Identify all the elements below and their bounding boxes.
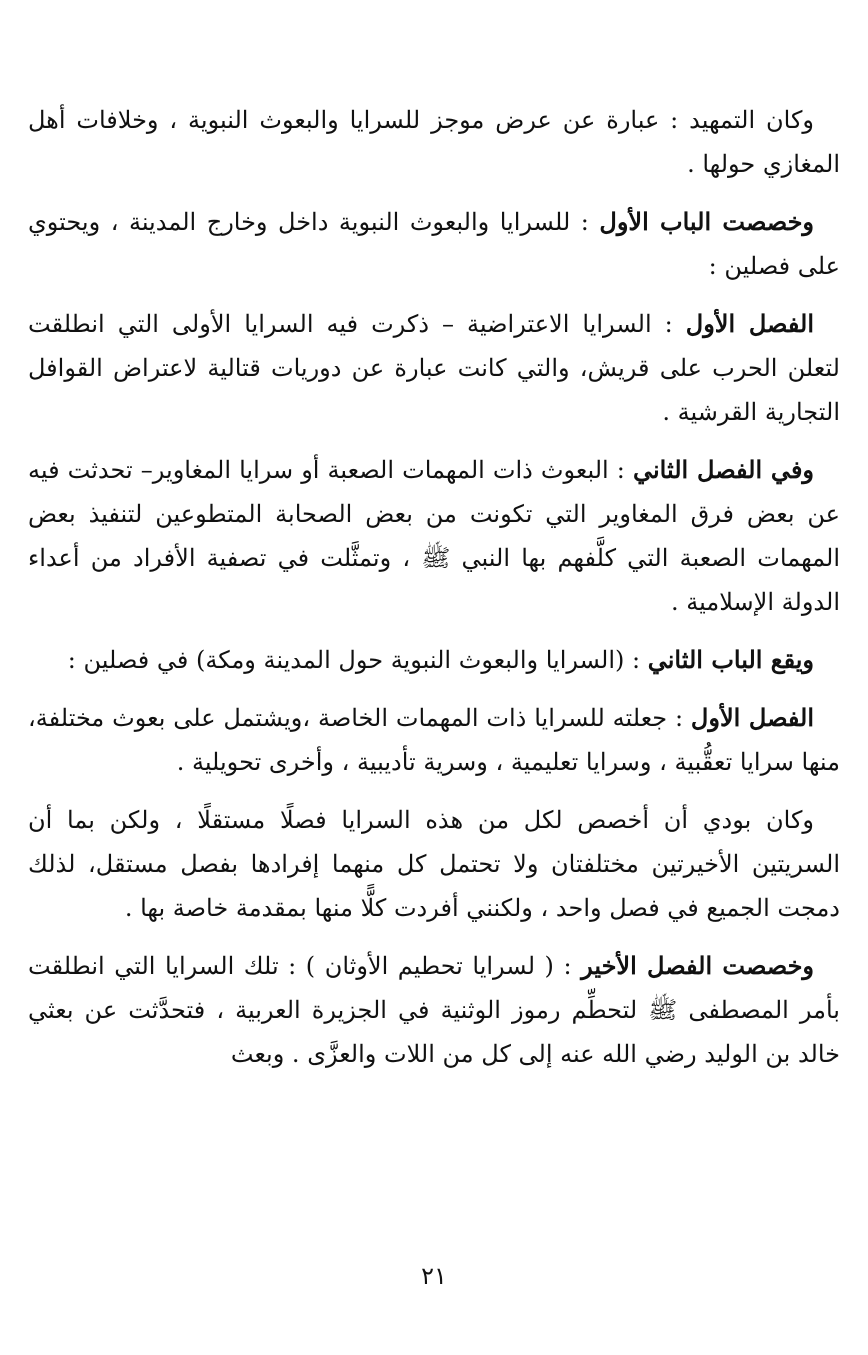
paragraph-lead: ويقع الباب الثاني <box>647 645 814 674</box>
paragraph-text: : (السرايا والبعوث النبوية حول المدينة ومكة) في فصلين : <box>67 646 648 674</box>
paragraph-part-one-chapter-two <box>28 448 840 624</box>
paragraph-lead: وفي الفصل الثاني <box>632 455 815 484</box>
paragraph-last-chapter <box>28 944 840 1076</box>
paragraph-lead: وخصصت الفصل الأخير <box>581 951 814 980</box>
paragraph-text: : السرايا الاعتراضية – ذكرت فيه السرايا الأولى التي انطلقت لتعلن الحرب على قريش، والتي كانت عبارة عن دوريات قتالية لاعتراض القوافل التجارية القرشية . <box>28 310 840 426</box>
paragraph-text: : للسرايا والبعوث النبوية داخل وخارج المدينة ، ويحتوي على فصلين : <box>28 208 840 280</box>
page-number: ٢١ <box>421 1262 447 1290</box>
paragraph-part-one <box>28 200 840 288</box>
paragraph-text: وكان التمهيد : عبارة عن عرض موجز للسرايا والبعوث النبوية ، وخلافات أهل المغازي حولها . <box>28 106 840 178</box>
paragraph-intro <box>28 98 840 186</box>
paragraph-merge-note <box>28 798 840 930</box>
paragraph-text: : البعوث ذات المهمات الصعبة أو سرايا المغاوير– تحدثت فيه عن بعض فرق المغاوير التي تكونت من بعض الصحابة المتطوعين لتنفيذ بعض المهمات الصعبة التي كلَّفهم بها النبي ﷺ ، وتمثَّلت في تصفية الأفراد من أعداء الدولة الإسلامية . <box>28 456 840 616</box>
paragraph-lead: الفصل الأول <box>685 309 814 338</box>
paragraph-lead: وخصصت الباب الأول <box>599 207 814 236</box>
paragraph-part-two-chapter-one <box>28 696 840 784</box>
paragraph-text: وكان بودي أن أخصص لكل من هذه السرايا فصلًا مستقلًا ، ولكن بما أن السريتين الأخيرتين مختلفتان ولا تحتمل كل منهما إفرادها بفصل مستقل، لذلك دمجت الجميع في فصل واحد ، ولكنني أفردت كلًّا منها بمقدمة خاصة بها . <box>28 806 840 922</box>
paragraph-part-two <box>28 638 840 682</box>
paragraph-lead: الفصل الأول <box>690 703 814 732</box>
paragraph-text: : جعلته للسرايا ذات المهمات الخاصة ،ويشتمل على بعوث مختلفة، منها سرايا تعقُّبية ، وسرايا تعليمية ، وسرية تأديبية ، وأخرى تحويلية . <box>28 704 840 776</box>
page-body <box>28 98 840 1090</box>
paragraph-text: : ( لسرايا تحطيم الأوثان ) : تلك السرايا التي انطلقت بأمر المصطفى ﷺ لتحطِّم رموز الوثنية في الجزيرة العربية ، فتحدَّثت عن بعثي خالد بن الوليد رضي الله عنه إلى كل من اللات والعزَّى . وبعث <box>28 952 840 1068</box>
paragraph-part-one-chapter-one <box>28 302 840 434</box>
